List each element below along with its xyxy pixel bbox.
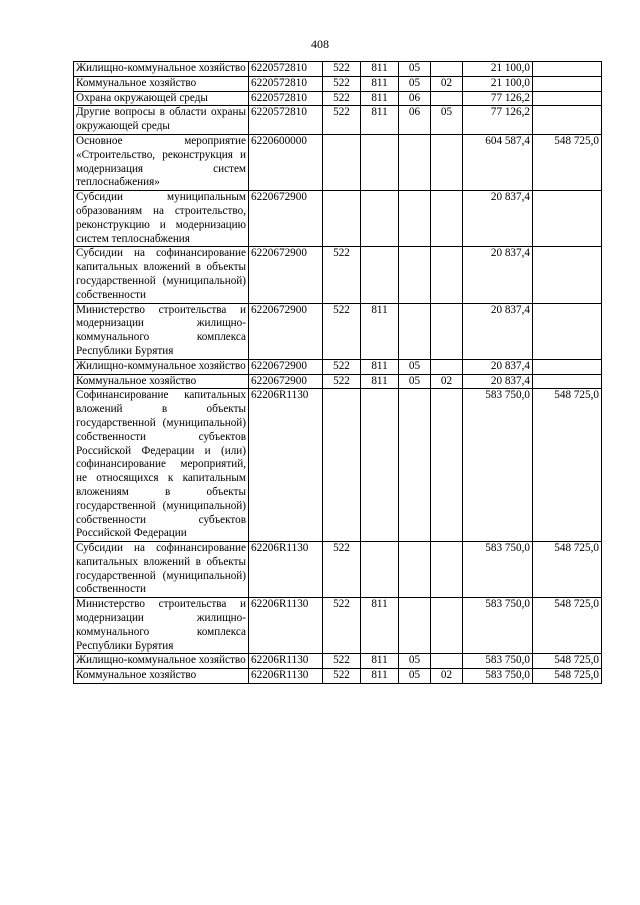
expense-type-cell: 522 — [323, 76, 361, 91]
row-name-cell: Охрана окружающей среды — [74, 91, 249, 106]
amount-year2-cell: 548 725,0 — [533, 598, 602, 654]
ministry-code-cell: 811 — [361, 106, 399, 135]
expense-type-cell: 522 — [323, 62, 361, 77]
ministry-code-cell: 811 — [361, 91, 399, 106]
section-cell: 05 — [399, 654, 431, 669]
subsection-cell — [431, 303, 463, 359]
target-code-cell: 6220572810 — [249, 91, 323, 106]
amount-year1-cell: 20 837,4 — [463, 374, 533, 389]
amount-year2-cell: 548 725,0 — [533, 654, 602, 669]
table-row — [74, 106, 602, 135]
subsection-cell — [431, 542, 463, 598]
row-name-cell: Субсидии на софинансирование капитальных вложений в объекты государственной (муниципальной) собственности — [74, 542, 249, 598]
amount-year1-cell: 77 126,2 — [463, 91, 533, 106]
target-code-cell: 6220572810 — [249, 106, 323, 135]
expense-type-cell — [323, 191, 361, 247]
expense-type-cell — [323, 389, 361, 542]
ministry-code-cell — [361, 191, 399, 247]
section-cell — [399, 389, 431, 542]
subsection-cell: 05 — [431, 106, 463, 135]
target-code-cell: 6220672900 — [249, 303, 323, 359]
expense-type-cell: 522 — [323, 91, 361, 106]
row-name-cell: Жилищно-коммунальное хозяйство — [74, 359, 249, 374]
target-code-cell: 6220672900 — [249, 191, 323, 247]
row-name-cell: Жилищно-коммунальное хозяйство — [74, 62, 249, 77]
section-cell: 05 — [399, 374, 431, 389]
subsection-cell — [431, 62, 463, 77]
amount-year2-cell: 548 725,0 — [533, 542, 602, 598]
amount-year2-cell — [533, 303, 602, 359]
section-cell: 05 — [399, 76, 431, 91]
ministry-code-cell: 811 — [361, 303, 399, 359]
subsection-cell — [431, 191, 463, 247]
row-name-cell: Коммунальное хозяйство — [74, 669, 249, 684]
amount-year2-cell — [533, 359, 602, 374]
amount-year2-cell: 548 725,0 — [533, 389, 602, 542]
amount-year1-cell: 21 100,0 — [463, 62, 533, 77]
amount-year2-cell: 548 725,0 — [533, 669, 602, 684]
ministry-code-cell: 811 — [361, 654, 399, 669]
table-row — [74, 654, 602, 669]
subsection-cell: 02 — [431, 374, 463, 389]
table-row — [74, 134, 602, 190]
target-code-cell: 6220600000 — [249, 134, 323, 190]
amount-year1-cell: 583 750,0 — [463, 542, 533, 598]
expense-type-cell: 522 — [323, 359, 361, 374]
subsection-cell: 02 — [431, 669, 463, 684]
table-body — [74, 62, 602, 684]
ministry-code-cell: 811 — [361, 374, 399, 389]
section-cell — [399, 542, 431, 598]
ministry-code-cell — [361, 247, 399, 303]
subsection-cell — [431, 91, 463, 106]
amount-year1-cell: 583 750,0 — [463, 654, 533, 669]
row-name-cell: Другие вопросы в области охраны окружающей среды — [74, 106, 249, 135]
table-row — [74, 359, 602, 374]
amount-year1-cell: 21 100,0 — [463, 76, 533, 91]
ministry-code-cell: 811 — [361, 62, 399, 77]
row-name-cell: Министерство строительства и модернизации жилищно-коммунального комплекса Республики Бурятия — [74, 598, 249, 654]
section-cell: 05 — [399, 62, 431, 77]
amount-year1-cell: 20 837,4 — [463, 191, 533, 247]
expense-type-cell: 522 — [323, 669, 361, 684]
subsection-cell — [431, 598, 463, 654]
subsection-cell — [431, 359, 463, 374]
section-cell — [399, 134, 431, 190]
ministry-code-cell: 811 — [361, 598, 399, 654]
expense-type-cell — [323, 134, 361, 190]
table-row — [74, 247, 602, 303]
amount-year1-cell: 583 750,0 — [463, 669, 533, 684]
table-row — [74, 598, 602, 654]
section-cell — [399, 598, 431, 654]
subsection-cell — [431, 654, 463, 669]
expense-type-cell: 522 — [323, 247, 361, 303]
table-row — [74, 191, 602, 247]
table-row — [74, 62, 602, 77]
section-cell — [399, 191, 431, 247]
ministry-code-cell — [361, 134, 399, 190]
amount-year1-cell: 583 750,0 — [463, 598, 533, 654]
amount-year1-cell: 20 837,4 — [463, 359, 533, 374]
target-code-cell: 6220672900 — [249, 247, 323, 303]
row-name-cell: Министерство строительства и модернизации жилищно-коммунального комплекса Республики Бурятия — [74, 303, 249, 359]
table-row — [74, 389, 602, 542]
target-code-cell: 62206R1130 — [249, 542, 323, 598]
target-code-cell: 6220672900 — [249, 374, 323, 389]
target-code-cell: 62206R1130 — [249, 669, 323, 684]
expense-type-cell: 522 — [323, 598, 361, 654]
row-name-cell: Основное мероприятие «Строительство, реконструкция и модернизация систем теплоснабжения» — [74, 134, 249, 190]
section-cell — [399, 247, 431, 303]
subsection-cell — [431, 247, 463, 303]
subsection-cell — [431, 134, 463, 190]
row-name-cell: Софинансирование капитальных вложений в объекты государственной (муниципальной) собственности субъектов Российской Федерации и (или) софинансирование мероприятий, не относящихся к капитальным вложениям в объекты государственной (муниципальной) собственности субъектов Российской Федерации — [74, 389, 249, 542]
amount-year2-cell — [533, 76, 602, 91]
expense-type-cell: 522 — [323, 374, 361, 389]
table-row — [74, 303, 602, 359]
amount-year2-cell — [533, 374, 602, 389]
subsection-cell — [431, 389, 463, 542]
table-row — [74, 76, 602, 91]
section-cell: 06 — [399, 91, 431, 106]
amount-year1-cell: 604 587,4 — [463, 134, 533, 190]
page-number: 408 — [311, 37, 329, 51]
expense-type-cell: 522 — [323, 106, 361, 135]
amount-year1-cell: 583 750,0 — [463, 389, 533, 542]
table-row — [74, 91, 602, 106]
target-code-cell: 62206R1130 — [249, 654, 323, 669]
table-row — [74, 669, 602, 684]
section-cell: 05 — [399, 669, 431, 684]
expense-type-cell: 522 — [323, 654, 361, 669]
amount-year2-cell: 548 725,0 — [533, 134, 602, 190]
target-code-cell: 6220572810 — [249, 62, 323, 77]
amount-year2-cell — [533, 62, 602, 77]
subsection-cell: 02 — [431, 76, 463, 91]
ministry-code-cell — [361, 542, 399, 598]
amount-year1-cell: 20 837,4 — [463, 303, 533, 359]
amount-year2-cell — [533, 191, 602, 247]
amount-year2-cell — [533, 91, 602, 106]
row-name-cell: Коммунальное хозяйство — [74, 76, 249, 91]
section-cell — [399, 303, 431, 359]
amount-year1-cell: 20 837,4 — [463, 247, 533, 303]
section-cell: 06 — [399, 106, 431, 135]
target-code-cell: 6220672900 — [249, 359, 323, 374]
ministry-code-cell — [361, 389, 399, 542]
row-name-cell: Субсидии на софинансирование капитальных вложений в объекты государственной (муниципальной) собственности — [74, 247, 249, 303]
amount-year2-cell — [533, 247, 602, 303]
expense-type-cell: 522 — [323, 542, 361, 598]
row-name-cell: Субсидии муниципальным образованиям на строительство, реконструкцию и модернизацию систем теплоснабжения — [74, 191, 249, 247]
ministry-code-cell: 811 — [361, 669, 399, 684]
expense-type-cell: 522 — [323, 303, 361, 359]
row-name-cell: Коммунальное хозяйство — [74, 374, 249, 389]
ministry-code-cell: 811 — [361, 76, 399, 91]
table-row — [74, 542, 602, 598]
row-name-cell: Жилищно-коммунальное хозяйство — [74, 654, 249, 669]
table-row — [74, 374, 602, 389]
target-code-cell: 62206R1130 — [249, 389, 323, 542]
amount-year2-cell — [533, 106, 602, 135]
budget-table — [73, 61, 602, 684]
section-cell: 05 — [399, 359, 431, 374]
amount-year1-cell: 77 126,2 — [463, 106, 533, 135]
ministry-code-cell: 811 — [361, 359, 399, 374]
target-code-cell: 6220572810 — [249, 76, 323, 91]
target-code-cell: 62206R1130 — [249, 598, 323, 654]
